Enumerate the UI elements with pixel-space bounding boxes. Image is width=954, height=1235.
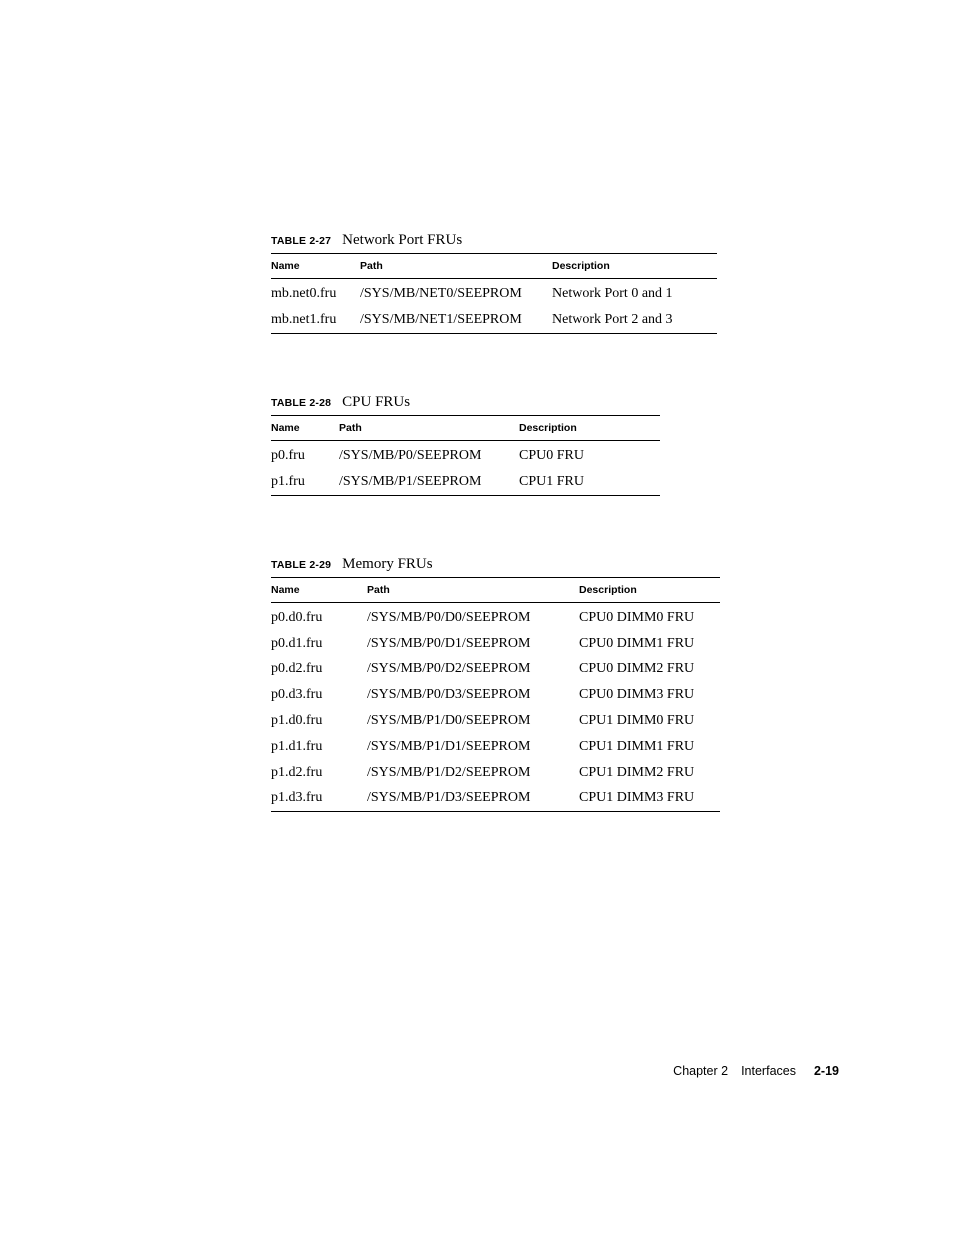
cell-name: p1.d0.fru [271,713,323,729]
table-row [271,760,720,786]
header-path: Path [360,254,552,279]
table-row [271,708,720,734]
cell-description: CPU1 FRU [519,469,660,495]
table-row [271,469,660,495]
cell-description: CPU0 DIMM0 FRU [579,609,695,625]
cell-path: /SYS/MB/P0/D0/SEEPROM [367,609,531,625]
table-row [271,279,717,307]
header-name: Name [271,578,367,603]
table-cpu-frus [271,393,660,496]
cell-path: /SYS/MB/P1/D1/SEEPROM [367,738,531,754]
cell-path: /SYS/MB/P0/D1/SEEPROM [367,635,531,651]
fru-table [271,253,717,334]
table-header-row [271,254,717,279]
table-label: TABLE 2-27 [271,235,332,247]
table-row [271,734,720,760]
cell-name: p1.d1.fru [271,738,323,754]
table-row [271,682,720,708]
header-description: Description [579,578,720,603]
fru-table [271,577,720,812]
table-title: Memory FRUs [342,556,433,572]
cell-path: /SYS/MB/P1/SEEPROM [339,469,519,495]
header-path: Path [339,416,519,441]
cell-name: p0.fru [271,447,305,463]
cell-path: /SYS/MB/NET0/SEEPROM [360,285,522,301]
table-caption [271,555,720,577]
cell-description: CPU0 FRU [519,447,584,463]
footer-chapter: Chapter 2 [673,1064,729,1078]
cell-description: Network Port 0 and 1 [552,285,673,301]
cell-name: p1.d3.fru [271,786,367,812]
cell-name: p1.fru [271,469,339,495]
fru-table [271,415,660,496]
cell-name: p1.d2.fru [271,764,323,780]
cell-description: CPU0 DIMM1 FRU [579,635,695,651]
header-description: Description [552,254,717,279]
table-caption [271,393,660,415]
table-header-row [271,416,660,441]
table-row [271,307,717,333]
table-row [271,441,660,469]
cell-description: CPU1 DIMM3 FRU [579,786,720,812]
page-footer [673,1064,839,1078]
table-row [271,786,720,812]
cell-path: /SYS/MB/P1/D3/SEEPROM [367,786,579,812]
cell-path: /SYS/MB/P0/SEEPROM [339,447,482,463]
table-header-row [271,578,720,603]
cell-path: /SYS/MB/P0/D2/SEEPROM [367,661,531,677]
cell-description: CPU0 DIMM2 FRU [579,661,695,677]
table-caption [271,231,717,253]
table-memory-frus [271,555,720,812]
page-number: 2-19 [813,1064,839,1078]
table-row [271,603,720,631]
cell-name: p0.d2.fru [271,661,323,677]
table-title: CPU FRUs [342,394,411,410]
cell-name: mb.net1.fru [271,307,360,333]
table-label: TABLE 2-28 [271,397,332,409]
table-label: TABLE 2-29 [271,559,332,571]
table-row [271,631,720,657]
cell-path: /SYS/MB/P0/D3/SEEPROM [367,687,531,703]
table-row [271,657,720,683]
cell-name: p0.d1.fru [271,635,323,651]
header-name: Name [271,254,360,279]
table-network-port-frus [271,231,717,334]
cell-name: p0.d0.fru [271,609,323,625]
cell-path: /SYS/MB/NET1/SEEPROM [360,307,552,333]
cell-description: CPU0 DIMM3 FRU [579,687,695,703]
header-path: Path [367,578,579,603]
cell-description: CPU1 DIMM2 FRU [579,764,695,780]
cell-description: CPU1 DIMM0 FRU [579,713,695,729]
header-name: Name [271,416,339,441]
cell-name: p0.d3.fru [271,687,323,703]
cell-description: CPU1 DIMM1 FRU [579,738,695,754]
cell-path: /SYS/MB/P1/D0/SEEPROM [367,713,531,729]
cell-name: mb.net0.fru [271,285,337,301]
footer-section: Interfaces [741,1064,796,1078]
header-description: Description [519,416,660,441]
cell-path: /SYS/MB/P1/D2/SEEPROM [367,764,531,780]
cell-description: Network Port 2 and 3 [552,307,717,333]
table-title: Network Port FRUs [342,232,463,248]
